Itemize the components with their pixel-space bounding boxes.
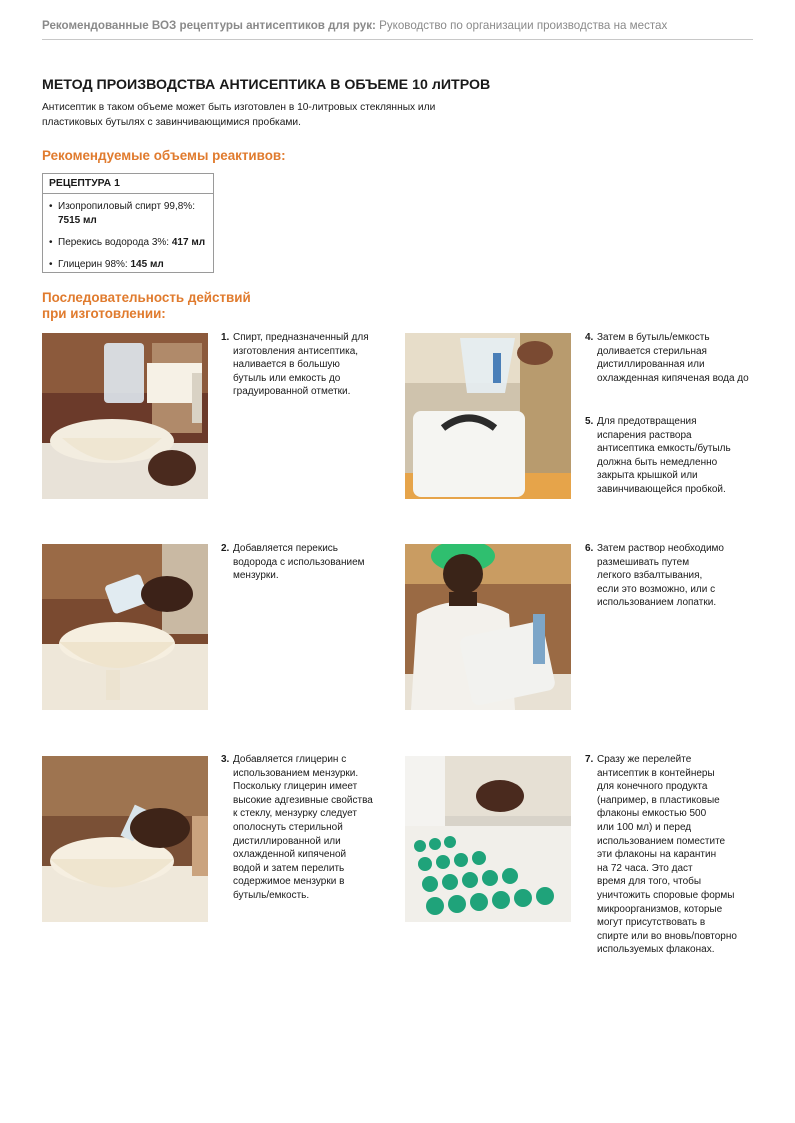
running-header: [42, 19, 753, 40]
volumes-heading: Рекомендуемые объемы реактивов:: [42, 148, 286, 163]
header-bold: Рекомендованные ВОЗ рецептуры антисептиков для рук:: [42, 19, 376, 32]
header-rest: Руководство по организации производства на местах: [379, 19, 668, 32]
recipe-heading: РЕЦЕПТУРА 1: [43, 174, 213, 194]
page-title: МЕТОД ПРОИЗВОДСТВА АНТИСЕПТИКА В ОБЪЕМЕ 10 лИТРОВ: [42, 77, 491, 93]
step-2: 2. Добавляется перекись водорода с использованием мензурки.: [221, 543, 365, 582]
step-6: 6. Затем раствор необходимо размешивать путем легкого взбалтывания, если это возможно, или с использованием лопатки.: [585, 543, 724, 609]
sequence-heading: Последовательность действий при изготовлении:: [42, 290, 251, 321]
photo-step-7: [405, 756, 571, 922]
recipe-item: • Изопропиловый спирт 99,8%: 7515 мл: [49, 200, 207, 228]
step-5: 5. Для предотвращения испарения раствора антисептика емкость/бутыль должна быть немедленно закрыта крышкой или завинчивающейся пробкой.: [585, 416, 731, 495]
recipe-item: • Перекись водорода 3%: 417 мл: [49, 236, 207, 250]
recipe-item: • Глицерин 98%: 145 мл: [49, 258, 207, 272]
photo-step-4: [405, 333, 571, 499]
intro-paragraph: Антисептик в таком объеме может быть изготовлен в 10-литровых стеклянных или пластиковых бутылях с завинчивающимися пробками.: [42, 102, 436, 128]
photo-step-2: [42, 544, 208, 710]
photo-step-6: [405, 544, 571, 710]
photo-step-3: [42, 756, 208, 922]
step-3: 3. Добавляется глицерин с использованием мензурки. Поскольку глицерин имеет высокие адгезивные свойства к стеклу, мензурку следует ополоснуть стерильной дистиллированной или охлажденной кипяченой водой и затем перелить содержимое мензурки в бутыль/емкость.: [221, 754, 373, 901]
recipe-box: [42, 173, 214, 273]
step-7: 7. Сразу же перелейте антисептик в контейнеры для конечного продукта (например, в пластиковые флаконы емкостью 500 или 100 мл) и перед использованием поместите эти флаконы на карантин на 72 часа. Это даст время для того, чтобы уничтожить споровые формы микроорганизмов, которые могут присутствовать в спирте или во вновь/повторно используемых флаконах.: [585, 754, 737, 956]
photo-step-1: [42, 333, 208, 499]
step-1: 1. Спирт, предназначенный для изготовления антисептика, наливается в большую бутыль или емкость до градуированной отметки.: [221, 332, 369, 398]
step-4: 4. Затем в бутыль/емкость доливается стерильная дистиллированная или охлажденная кипяченая вода до: [585, 332, 749, 384]
